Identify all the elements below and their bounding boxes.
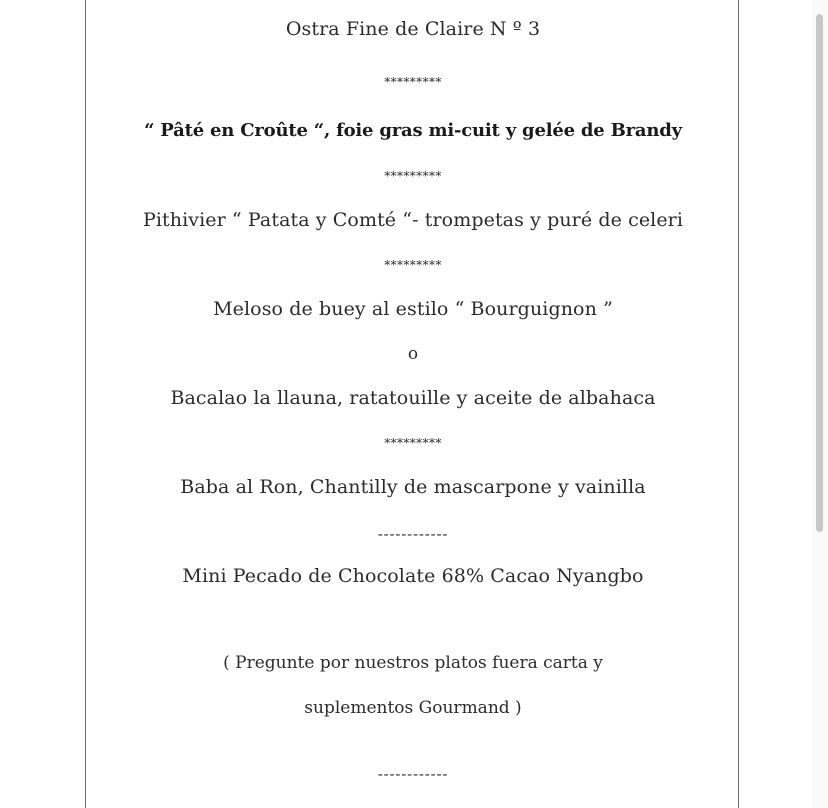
menu-item-bacalao: Bacalao la llauna, ratatouille y aceite de albahaca <box>170 387 656 409</box>
separator-stars: ********* <box>384 258 442 272</box>
separator-dashes: ------------ <box>377 525 449 543</box>
separator-stars: ********* <box>384 75 442 89</box>
menu-item-ostra: Ostra Fine de Claire N º 3 <box>285 18 541 40</box>
note-line-1: ( Pregunte por nuestros platos fuera carta y <box>223 653 603 673</box>
menu-item-baba-al-ron: Baba al Ron, Chantilly de mascarpone y vainilla <box>180 476 646 498</box>
menu-item-pithivier: Pithivier “ Patata y Comté “- trompetas y puré de celeri <box>142 209 684 231</box>
menu-item-mini-pecado: Mini Pecado de Chocolate 68% Cacao Nyangbo <box>182 565 644 587</box>
separator-stars: ********* <box>384 169 442 183</box>
separator-stars: ********* <box>384 436 442 450</box>
note-line-2: suplementos Gourmand ) <box>304 698 522 718</box>
separator-or: o <box>407 344 419 364</box>
menu-page <box>85 0 739 808</box>
separator-dashes: ------------ <box>377 765 449 783</box>
scrollbar-thumb[interactable] <box>816 14 823 532</box>
menu-item-pate-en-croute: “ Pâté en Croûte “, foie gras mi-cuit y gelée de Brandy <box>144 120 682 141</box>
menu-item-meloso-de-buey: Meloso de buey al estilo “ Bourguignon ” <box>213 298 613 320</box>
